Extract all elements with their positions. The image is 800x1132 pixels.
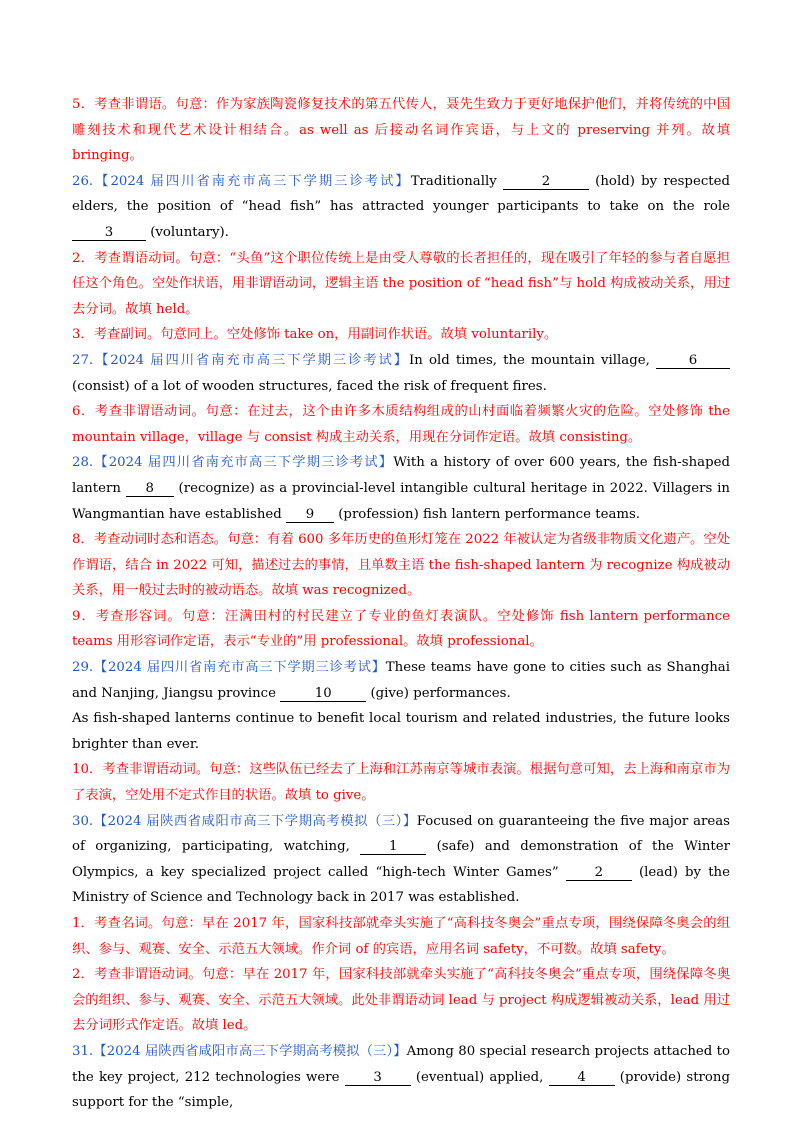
question-number: 27. xyxy=(72,352,94,368)
answer-blank: 2 xyxy=(566,865,632,881)
text-run: 8．考查动词时态和语态。句意：有着 600 多年历史的鱼形灯笼在 2022 年被认定为省级非物质文化遗产。空处作谓语，结合 in 2022 可知，描述过去的事情，且单数主语 the fish-shaped lantern 为 recognize 构成被动关系，用一般过去时的被动语态。故填 was recognized。 xyxy=(72,532,730,599)
text-run: 6．考查非谓语动词。句意：在过去，这个由许多木质结构组成的山村面临着频繁火灾的危险。空处修饰 the mountain village，village 与 consist 构成主动关系，用现在分词作定语。故填 consisting。 xyxy=(72,404,730,445)
text-run: These teams have gone to cities such as Shanghai and Nanjing, Jiangsu province xyxy=(72,660,730,701)
text-run: Traditionally xyxy=(410,173,503,189)
answer-blank: 8 xyxy=(126,481,174,497)
text-run: 5．考查非谓语。句意：作为家族陶瓷修复技术的第五代传人，聂先生致力于更好地保护他们，并将传统的中国雕刻技术和现代艺术设计相结合。as well as 后接动名词作宾语，与上文的 preserving 并列。故填 bringing。 xyxy=(72,97,730,164)
question-source: 【2024 届陕西省咸阳市高三下学期高考模拟（三）】 xyxy=(93,813,417,829)
question-item xyxy=(72,169,730,246)
question-text xyxy=(72,706,730,757)
document-page xyxy=(72,92,730,1116)
text-run: Focused on guaranteeing the five major areas of organizing, participating, watching, xyxy=(72,813,730,855)
text-run: 1．考查名词。句意：早在 2017 年，国家科技部就牵头实施了“高科技冬奥会”重点专项，围绕保障冬奥会的组织、参与、观赛、安全、示范五大领域。作介词 of 的宾语，应用名词 safety，不可数。故填 safety。 xyxy=(72,916,730,957)
text-run: 2．考查谓语动词。句意：“头鱼”这个职位传统上是由受人尊敬的长者担任的，现在吸引了年轻的参与者自愿担任这个角色。空处作状语，用非谓语动词，逻辑主语 the position of “head fish”与 hold 构成被动关系，用过去分词。故填 held。 xyxy=(72,250,730,317)
question-item xyxy=(72,348,730,399)
text-run: (safe) and demonstration of the Winter Olympics, a key specialized project called “high-tech Winter Games” xyxy=(72,839,730,880)
question-number: 26. xyxy=(72,173,94,189)
question-number: 28. xyxy=(72,455,94,471)
text-run: 10．考查非谓语动词。句意：这些队伍已经去了上海和江苏南京等城市表演。根据句意可知，去上海和南京市为了表演，空处用不定式作目的状语。故填 to give。 xyxy=(72,762,730,804)
question-number: 29. xyxy=(72,660,94,676)
text-run: (eventual) applied, xyxy=(410,1069,549,1085)
text-run: (provide) strong support for the “simple, xyxy=(72,1069,730,1111)
answer-explanation xyxy=(72,757,730,808)
question-number: 30. xyxy=(72,813,94,829)
answer-explanation xyxy=(72,911,730,962)
answer-explanation xyxy=(72,246,730,323)
answer-explanation xyxy=(72,399,730,450)
answer-blank: 3 xyxy=(72,225,146,241)
question-source: 【2024 届四川省南充市高三下学期三诊考试】 xyxy=(93,660,386,676)
question-item xyxy=(72,1039,730,1116)
answer-blank: 3 xyxy=(345,1070,411,1086)
question-source: 【2024 届四川省南充市高三下学期三诊考试】 xyxy=(93,173,411,189)
answer-explanation xyxy=(72,322,730,348)
answer-explanation xyxy=(72,604,730,655)
text-run: (voluntary). xyxy=(146,224,229,240)
question-source: 【2024 届四川省南充市高三下学期三诊考试】 xyxy=(93,455,394,471)
answer-blank: 9 xyxy=(286,507,334,523)
text-run: With a history of over 600 years, the fish-shaped lantern xyxy=(72,455,730,496)
text-run: (hold) by respected elders, the position of “head fish” has attracted younger participants to take on the role xyxy=(72,173,730,215)
text-run: (recognize) as a provincial-level intangible cultural heritage in 2022. Villagers in Wangmantian have established xyxy=(72,480,730,522)
text-run: (give) performances. xyxy=(366,685,511,701)
text-run: 3．考查副词。句意同上。空处修饰 take on，用副词作状语。故填 voluntarily。 xyxy=(72,327,558,343)
answer-explanation xyxy=(72,962,730,1039)
question-source: 【2024 届陕西省咸阳市高三下学期高考模拟（三）】 xyxy=(93,1043,407,1059)
answer-explanation xyxy=(72,92,730,169)
question-number: 31. xyxy=(72,1043,94,1059)
question-item xyxy=(72,450,730,527)
text-run: (lead) by the Ministry of Science and Technology back in 2017 was established. xyxy=(72,864,730,906)
text-run: 2．考查非谓语动词。句意：早在 2017 年，国家科技部就牵头实施了“高科技冬奥会”重点专项，围绕保障冬奥会的组织、参与、观赛、安全、示范五大领域。此处非谓语动词 lead 与 project 构成逻辑被动关系，lead 用过去分词形式作定语。故填 led。 xyxy=(72,967,730,1034)
answer-blank: 2 xyxy=(503,174,589,190)
answer-blank: 10 xyxy=(280,686,366,702)
question-item xyxy=(72,809,730,911)
text-run: (consist) of a lot of wooden structures, faced the risk of frequent fires. xyxy=(72,378,547,394)
answer-blank: 6 xyxy=(656,353,730,369)
question-source: 【2024 届四川省南充市高三下学期三诊考试】 xyxy=(93,352,409,368)
text-run: As fish-shaped lanterns continue to benefit local tourism and related industries, the future looks brighter than ever. xyxy=(72,711,730,752)
question-item xyxy=(72,655,730,706)
text-run: In old times, the mountain village, xyxy=(408,352,656,368)
text-run: (profession) fish lantern performance teams. xyxy=(334,506,641,522)
answer-explanation xyxy=(72,527,730,604)
text-run: 9．考查形容词。句意：汪满田村的村民建立了专业的鱼灯表演队。空处修饰 fish lantern performance teams 用形容词作定语，表示“专业的”用 professional。故填 professional。 xyxy=(72,608,730,650)
answer-blank: 4 xyxy=(549,1070,615,1086)
text-run: Among 80 special research projects attached to the key project, 212 technologies were xyxy=(72,1043,730,1085)
answer-blank: 1 xyxy=(360,839,426,855)
